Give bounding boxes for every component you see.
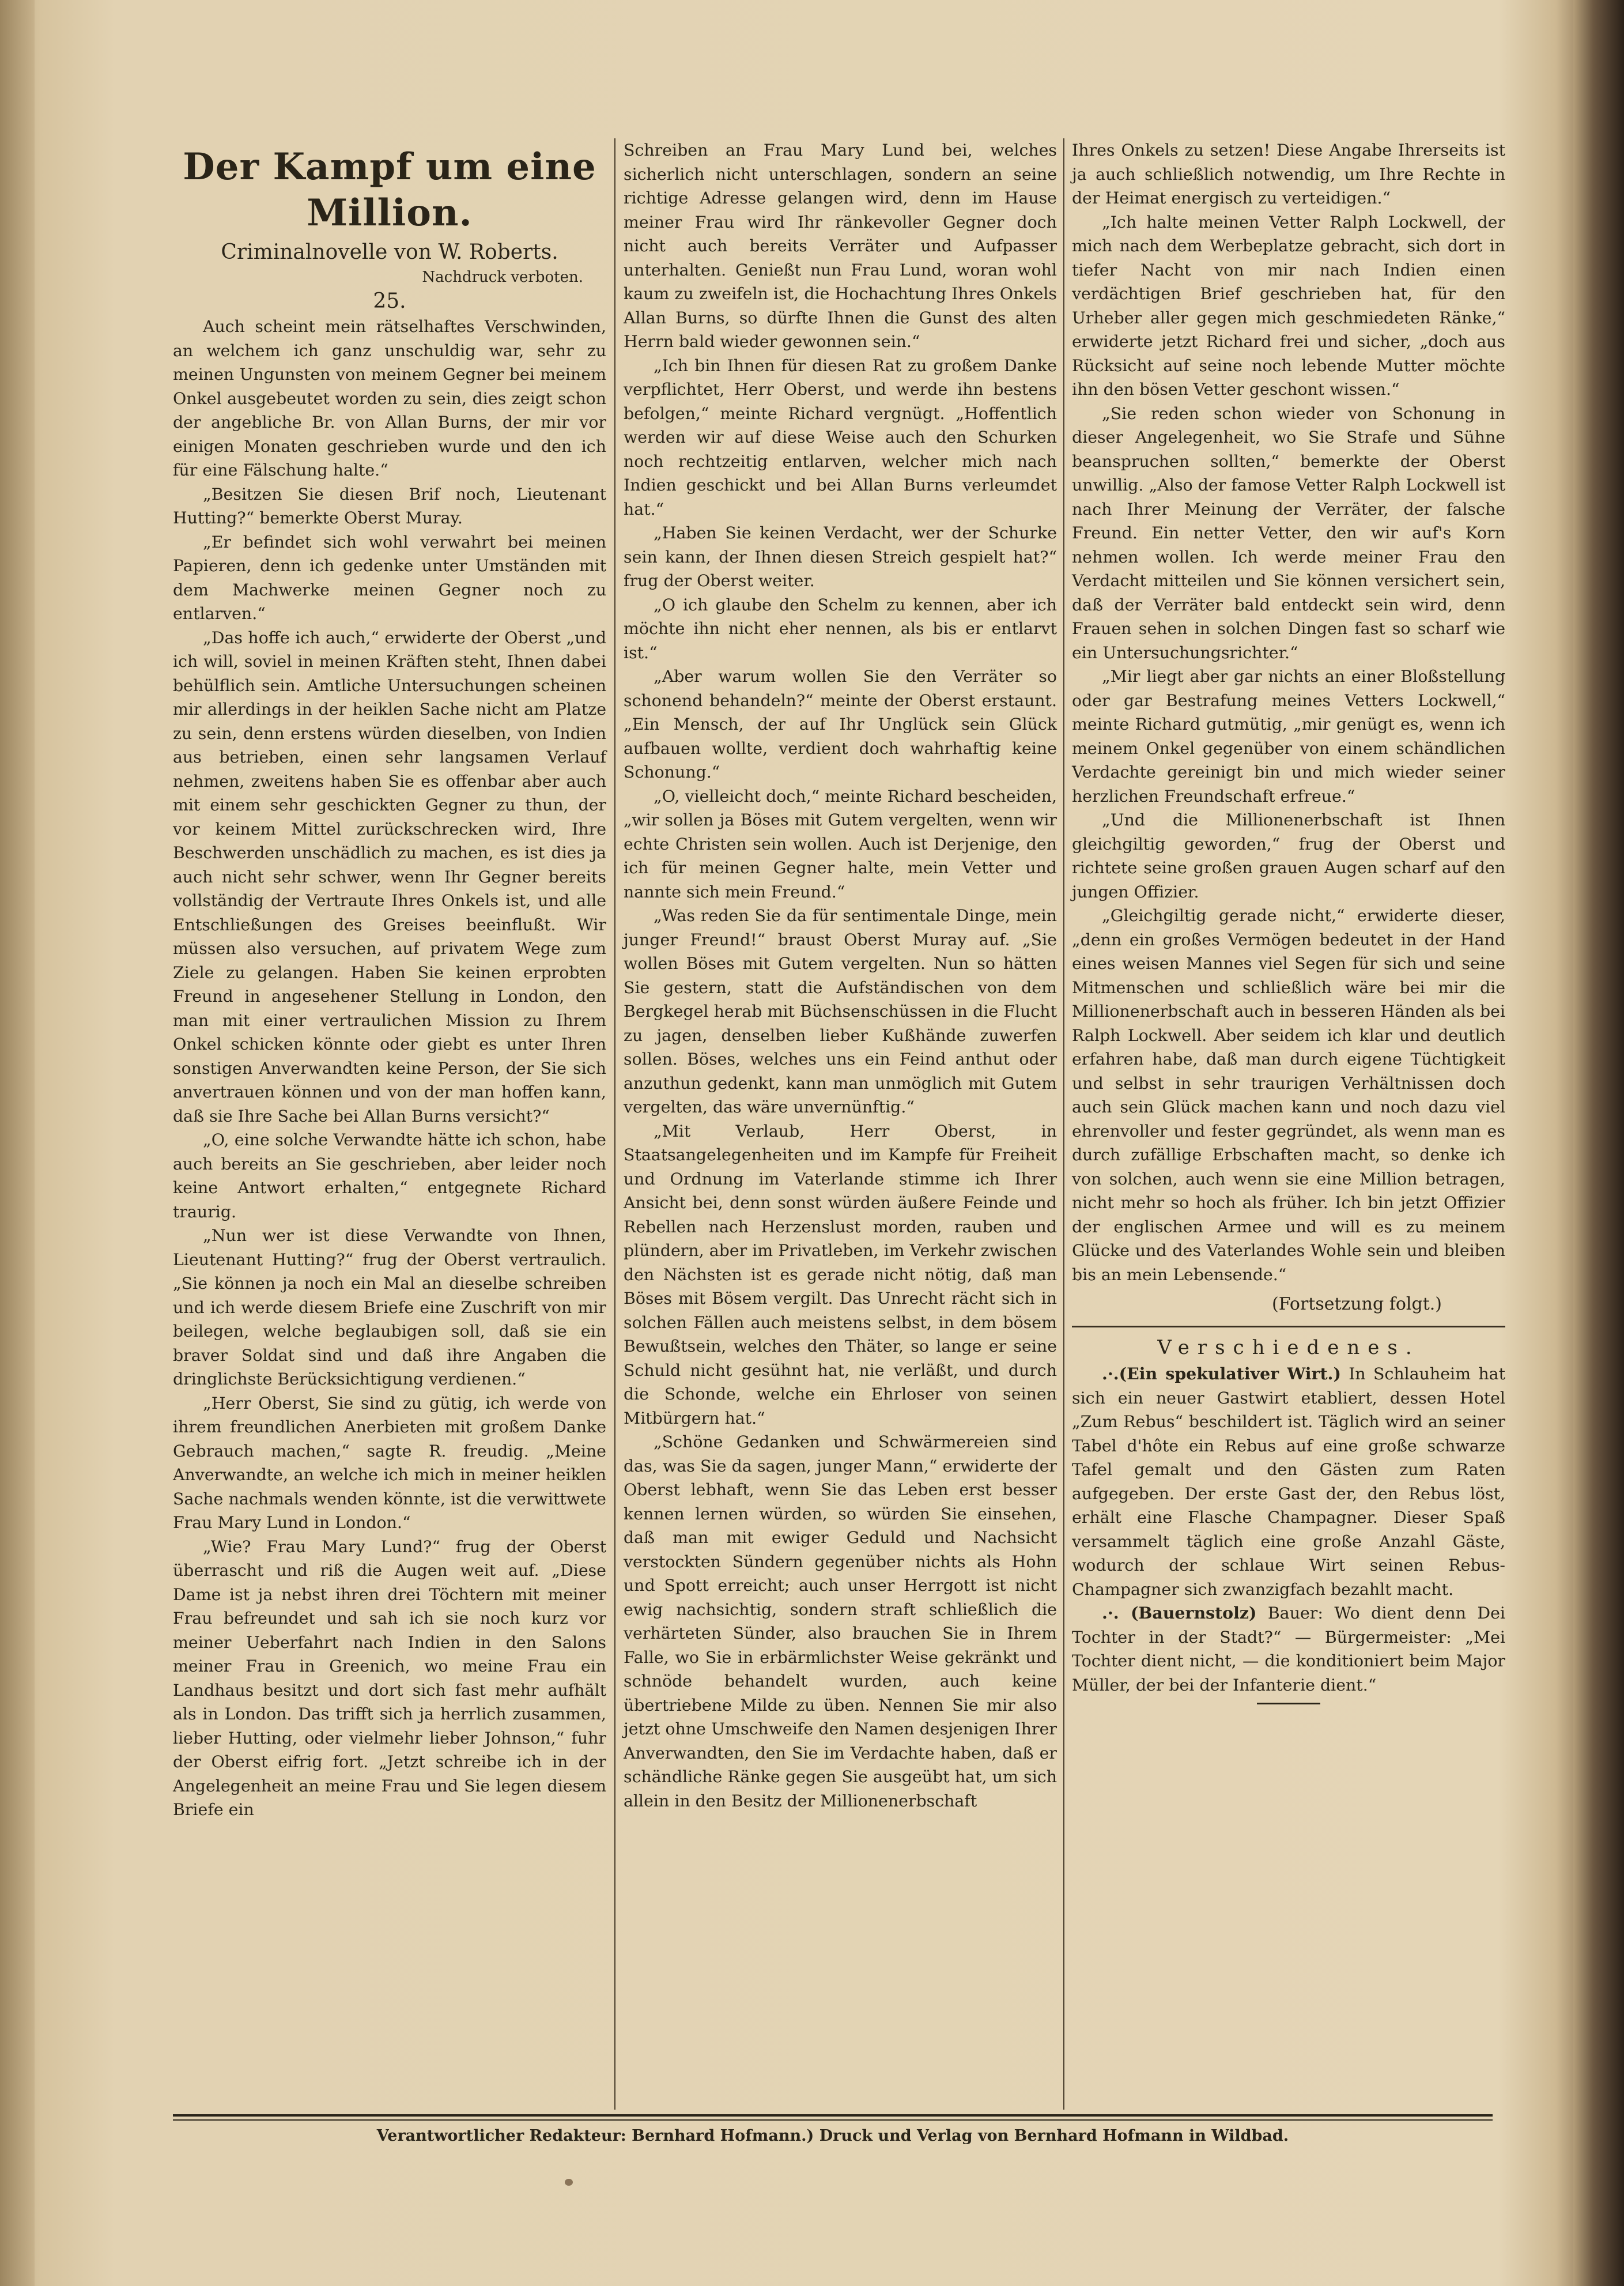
reprint-notice: Nachdruck verboten. xyxy=(422,269,583,286)
paragraph: „Ich halte meinen Vetter Ralph Lockwell, der mich nach dem Werbeplatze gebracht, sich dort in tiefer Nacht von mir nach Indien einen verdächtigen Brief geschrieben hat, für den Urheber aller gegen mich geschmiedeten Ränke,“ erwiderte jetzt Richard frei und sicher, „doch aus Rücksicht auf seine noch lebende Mutter möchte ihn den bösen Vetter geschont wissen.“ xyxy=(1072,212,1505,399)
paragraph: „Nun wer ist diese Verwandte von Ihnen, Lieutenant Hutting?“ frug der Oberst vertraulich. „Sie können ja noch ein Mal an dieselbe schreiben und ich werde diesem Briefe eine Zuschrift von mir beilegen, welche beglaubigen soll, daß sie ein braver Soldat sind und daß ihre Angaben die dringlichste Berücksichtigung verdienen.“ xyxy=(173,1226,606,1389)
book-binding xyxy=(1573,0,1624,2286)
misc-item-text: Bauer: Wo dient denn Dei Tochter in der Stadt?“ — Bürgermeister: „Mei Tochter dient nicht, — die konditioniert beim Major Müller, der bei der Infanterie dient.“ xyxy=(1072,1604,1505,1695)
column-1 xyxy=(173,138,606,1822)
imprint-footer: Verantwortlicher Redakteur: Bernhard Hofmann.) Druck und Verlag von Bernhard Hofmann in Wildbad. xyxy=(376,2127,1289,2145)
misc-item xyxy=(1072,1601,1505,1697)
column-rule xyxy=(1063,138,1064,2110)
page-gutter xyxy=(0,0,35,2286)
paragraph: „Sie reden schon wieder von Schonung in dieser Angelegenheit, wo Sie Strafe und Sühne beanspruchen sollten,“ bemerkte der Oberst unwillig. „Also der famose Vetter Ralph Lockwell ist nach Ihrer Meinung der Verräter, der falsche Freund. Ein netter Vetter, den wir auf's Korn nehmen wollen. Ich werde meiner Frau den Verdacht mitteilen und Sie können versichert sein, daß der Verräter bald entdeckt sein wird, denn Frauen sehen in solchen Dingen fast so scharf wie ein Untersuchungsrichter.“ xyxy=(1072,403,1505,662)
misc-item-text: In Schlauheim hat sich ein neuer Gastwirt etabliert, dessen Hotel „Zum Rebus“ beschildert ist. Täglich wird an seiner Tabel d'hôte ein Rebus auf eine große schwarze Tafel gemalt und den Gästen zum Raten aufgegeben. Der erste Gast der, den Rebus löst, erhält eine Flasche Champagner. Dieser Spaß versammelt täglich eine große Anzahl Gäste, wodurch der schlaue Wirt seinen Rebus-Champagner sich zwanzigfach bezahlt macht. xyxy=(1072,1364,1505,1599)
end-rule xyxy=(1257,1703,1320,1704)
article-title: Der Kampf um eine Million. xyxy=(183,145,596,235)
paragraph: „Er befindet sich wohl verwahrt bei meinen Papieren, denn ich gedenke unter Umständen mit dem Machwerke meinen Gegner noch zu entlarven.“ xyxy=(173,532,606,623)
paragraph: „Mir liegt aber gar nichts an einer Bloßstellung oder gar Bestrafung meines Vetters Lockwell,“ meinte Richard gutmütig, „mir genügt es, wenn ich meinem Onkel gegenüber von einem schändlichen Verdachte gereinigt bin und mich wieder seiner herzlichen Freundschaft erfreue.“ xyxy=(1072,667,1505,806)
section-heading-misc: Verschiedenes. xyxy=(1157,1336,1420,1359)
paragraph: Ihres Onkels zu setzen! Diese Angabe Ihrerseits ist ja auch schließlich notwendig, um Ihre Rechte in der Heimat energisch zu verteidigen.“ xyxy=(1072,141,1505,208)
column-rule xyxy=(614,138,615,2110)
paragraph: „Herr Oberst, Sie sind zu gütig, ich werde von ihrem freundlichen Anerbieten mit großem Danke Gebrauch machen,“ sagte R. freudig. „Meine Anverwandte, an welche ich mich in meiner heiklen Sache nachmals wenden könnte, ist die verwittwete Frau Mary Lund in London.“ xyxy=(173,1393,606,1532)
misc-item xyxy=(1072,1362,1505,1601)
article-subtitle: Criminalnovelle von W. Roberts. xyxy=(221,240,558,264)
paragraph: „Was reden Sie da für sentimentale Dinge, mein junger Freund!“ braust Oberst Muray auf. „Sie wollen Böses mit Gutem vergelten. Nun so hätten Sie gestern, statt die Aufständischen von dem Bergkegel herab mit Büchsenschüssen in die Flucht zu jagen, denselben lieber Kußhände zuwerfen sollen. Böses, welches uns ein Feind anthut oder anzuthun gedenkt, kann man unmöglich mit Gutem vergelten, das wäre unvernünftig.“ xyxy=(624,906,1057,1116)
paragraph: „O ich glaube den Schelm zu kennen, aber ich möchte ihn nicht eher nennen, als bis er entlarvt ist.“ xyxy=(624,595,1057,662)
paragraph: „O, eine solche Verwandte hätte ich schon, habe auch bereits an Sie geschrieben, aber leider noch keine Antwort erhalten,“ entgegnete Richard traurig. xyxy=(173,1130,606,1221)
paragraph: „Besitzen Sie diesen Brif noch, Lieutenant Hutting?“ bemerkte Oberst Muray. xyxy=(173,484,606,527)
paragraph: „Wie? Frau Mary Lund?“ frug der Oberst überrascht und riß die Augen weit auf. „Diese Dame ist ja nebst ihren drei Töchtern mit meiner Frau befreundet und sah ich sie noch kurz vor meiner Ueberfahrt nach Indien in den Salons meiner Frau in Greenich, wo meine Frau ein Landhaus besitzt und dort sich fast mehr aufhält als in London. Das trifft sich ja herrlich zusammen, lieber Hutting, oder vielmehr lieber Johnson,“ fuhr der Oberst eifrig fort. „Jetzt schreibe ich in der Angelegenheit an meine Frau und Sie legen diesem Briefe ein xyxy=(173,1537,606,1819)
paper-spot xyxy=(565,2179,573,2186)
footer-rule xyxy=(173,2119,1493,2121)
section-rule xyxy=(1072,1326,1505,1327)
footer-rule xyxy=(173,2114,1493,2117)
column-2 xyxy=(624,138,1057,1813)
paragraph: „Das hoffe ich auch,“ erwiderte der Oberst „und ich will, soviel in meinen Kräften steht, Ihnen dabei behülflich sein. Amtliche Untersuchungen scheinen mir allerdings in der heiklen Sache nicht am Platze zu sein, denn erstens würden dieselben, von Indien aus betrieben, einen sehr langsamen Verlauf nehmen, zweitens haben Sie es offenbar aber auch mit einem sehr geschickten Gegner zu thun, der vor keinem Mittel zurückschrecken wird, Ihre Beschwerden unschädlich zu machen, es ist dies ja auch nicht sehr schwer, wenn Ihr Gegner bereits vollständig der Vertraute Ihres Onkels ist, und alle Entschließungen des Greises beeinflußt. Wir müssen also versuchen, auf privatem Wege zum Ziele zu gelangen. Haben Sie keinen erprobten Freund in angesehener Stellung in London, den man mit einer vertraulichen Mission zu Ihrem Onkel schicken könnte oder giebt es unter Ihren sonstigen Anverwandten keine Person, der Sie sich anvertrauen können und von der man hoffen kann, daß sie Ihre Sache bei Allan Burns versicht?“ xyxy=(173,628,606,1126)
continuation-note: (Fortsetzung folgt.) xyxy=(1272,1294,1442,1314)
paragraph: „Gleichgiltig gerade nicht,“ erwiderte dieser, „denn ein großes Vermögen bedeutet in der Hand eines weisen Mannes viel Segen für sich und seine Mitmenschen und schließlich wäre bei mir die Millionenerbschaft auch in besseren Händen als bei Ralph Lockwell. Aber seidem ich klar und deutlich erfahren habe, daß man durch eigene Tüchtigkeit und selbst in sehr traurigen Verhältnissen doch auch sein Glück machen kann und noch dazu viel ehrenvoller und fester gegründet, als wenn man es durch zufällige Erbschaften macht, so denke ich von solchen, auch wenn sie eine Million betragen, nicht mehr so hoch als früher. Ich bin jetzt Offizier der englischen Armee und will es zu meinem Glücke und des Vaterlandes Wohle sein und bleiben bis an mein Lebensende.“ xyxy=(1072,906,1505,1284)
paragraph: „Mit Verlaub, Herr Oberst, in Staatsangelegenheiten und im Kampfe für Freiheit und Ordnung im Vaterlande stimme ich Ihrer Ansicht bei, denn sonst würden äußere Feinde und Rebellen nach Herzenslust morden, rauben und plündern, aber im Privatleben, im Verkehr zwischen den Nächsten ist es gerade nicht nötig, daß man Böses mit Bösem vergilt. Das Unrecht rächt sich in solchen Fällen auch meistens selbst, in dem bösem Bewußtsein, welches den Thäter, so lange er seine Schuld nicht gesühnt hat, nie verläßt, und durch die Schonde, welche ein Ehrloser von seinen Mitbürgern hat.“ xyxy=(624,1121,1057,1428)
misc-item-head: .·.(Ein spekulativer Wirt.) xyxy=(1102,1364,1341,1383)
paragraph: Auch scheint mein rätselhaftes Verschwinden, an welchem ich ganz unschuldig war, sehr zu meinen Ungunsten von meinem Gegner bei meinem Onkel ausgebeutet worden zu sein, dies zeigt schon der angebliche Br. von Allan Burns, der mir vor einigen Monaten geschrieben wurde und den ich für eine Fälschung halte.“ xyxy=(173,317,606,480)
paragraph: Schreiben an Frau Mary Lund bei, welches sicherlich nicht unterschlagen, sondern an seine richtige Adresse gelangen wird, denn im Hause meiner Frau wird Ihr ränkevoller Gegner doch nicht auch bereits Verräter und Aufpasser unterhalten. Genießt nun Frau Lund, woran wohl kaum zu zweifeln ist, die Hochachtung Ihres Onkels Allan Burns, so dürfte Ihnen die Gunst des alten Herrn bald wieder gewonnen sein.“ xyxy=(624,141,1057,351)
paragraph: „Ich bin Ihnen für diesen Rat zu großem Danke verpflichtet, Herr Oberst, und werde ihn bestens befolgen,“ meinte Richard vergnügt. „Hoffentlich werden wir auf diese Weise auch den Schurken noch rechtzeitig entlarven, welcher mich nach Indien geschickt und bei Allan Burns verleumdet hat.“ xyxy=(624,356,1057,519)
paragraph: „Haben Sie keinen Verdacht, wer der Schurke sein kann, der Ihnen diesen Streich gespielt hat?“ frug der Oberst weiter. xyxy=(624,523,1057,590)
paragraph: „Aber warum wollen Sie den Verräter so schonend behandeln?“ meinte der Oberst erstaunt. „Ein Mensch, der auf Ihr Unglück sein Glück aufbauen wollte, verdient doch wahrhaftig keine Schonung.“ xyxy=(624,667,1057,782)
installment-number: 25. xyxy=(373,289,406,313)
misc-item-head: .·. (Bauernstolz) xyxy=(1102,1603,1257,1623)
paragraph: „Und die Millionenerbschaft ist Ihnen gleichgiltig geworden,“ frug der Oberst und richtete seine großen grauen Augen scharf auf den jungen Offizier. xyxy=(1072,810,1505,901)
paragraph: „O, vielleicht doch,“ meinte Richard bescheiden, „wir sollen ja Böses mit Gutem vergelten, wenn wir echte Christen sein wollen. Auch ist Derjenige, den ich für meinen Gegner halte, mein Vetter und nannte sich mein Freund.“ xyxy=(624,786,1057,901)
column-3 xyxy=(1072,138,1505,1704)
paragraph: „Schöne Gedanken und Schwärmereien sind das, was Sie da sagen, junger Mann,“ erwiderte der Oberst lebhaft, wenn Sie das Leben erst besser kennen lernen würden, so würden Sie einsehen, daß man mit ewiger Geduld und Nachsicht verstockten Sündern gegenüber nichts als Hohn und Spott erreicht; auch unser Herrgott ist nicht ewig nachsichtig, sondern straft schließlich die verhärteten Sünder, also brauchen Sie in Ihrem Falle, wo Sie in erbärmlichster Weise gekränkt und schnöde behandelt wurden, auch keine übertriebene Milde zu üben. Nennen Sie mir also jetzt ohne Umschweife den Namen desjenigen Ihrer Anverwandten, den Sie im Verdachte haben, daß er schändliche Ränke gegen Sie ausgeübt hat, um sich allein in den Besitz der Millionenerbschaft xyxy=(624,1432,1057,1810)
